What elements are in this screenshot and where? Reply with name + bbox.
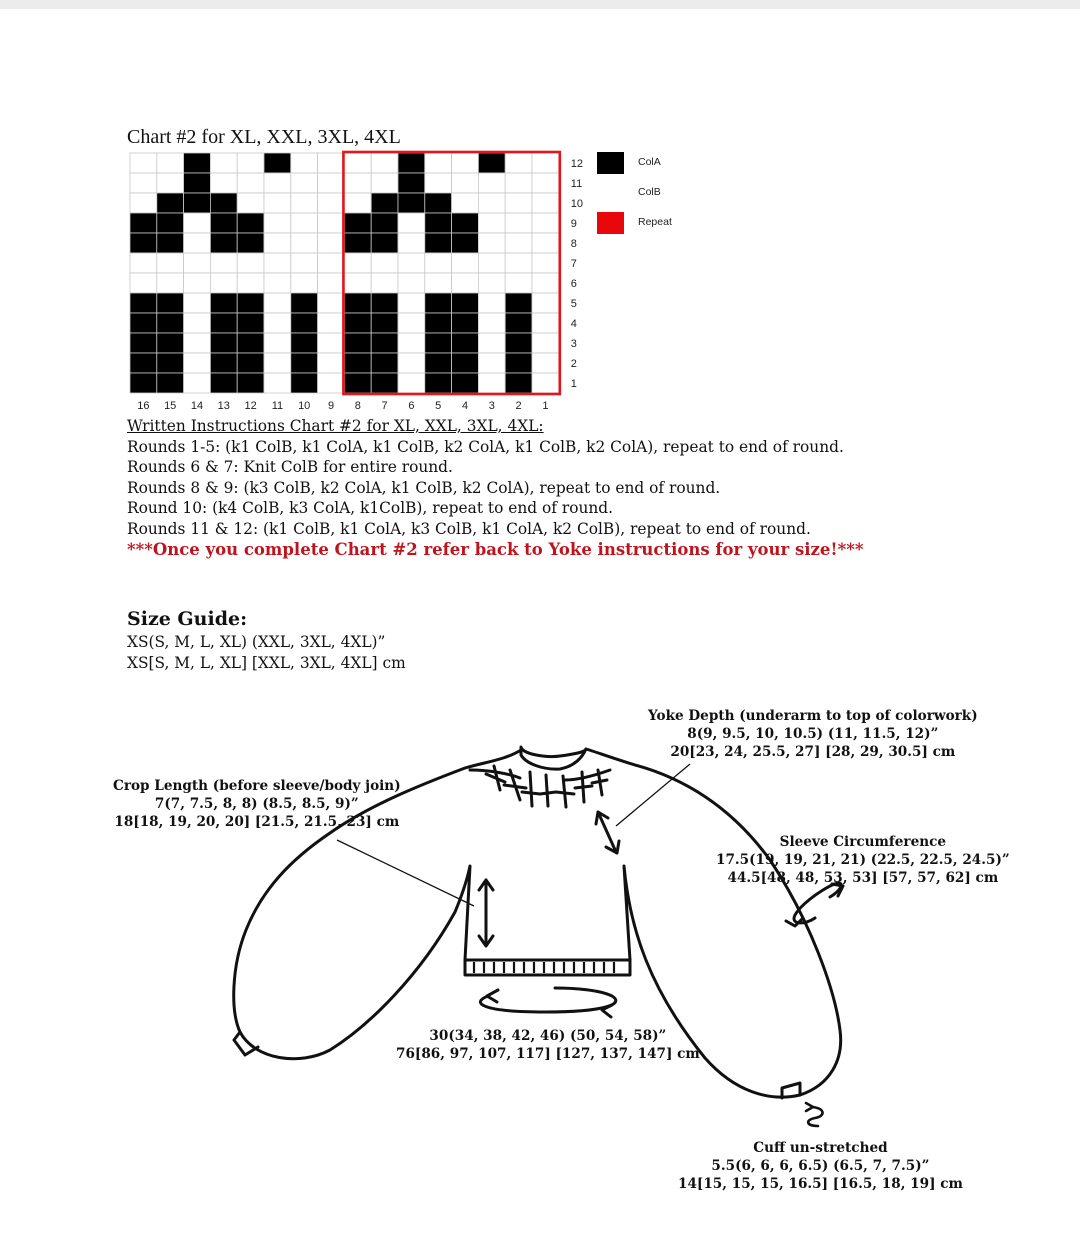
chart-cell-cola: [157, 333, 184, 353]
chart-cell-colb: [264, 213, 291, 233]
chart-cell-cola: [264, 153, 291, 173]
chart-cell-cola: [452, 353, 479, 373]
chart-cell-cola: [210, 213, 237, 233]
chart-cell-colb: [264, 373, 291, 393]
legend-item-repeat: [597, 212, 717, 234]
instruction-line: Rounds 11 & 12: (k1 ColB, k1 ColA, k3 ColB, k1 ColA, k2 ColB), repeat to end of round.: [127, 519, 811, 538]
chart-cell-cola: [130, 213, 157, 233]
chart-cell-colb: [318, 173, 345, 193]
chart-row-number: 6: [570, 278, 577, 290]
chart-cell-cola: [425, 233, 452, 253]
chart-col-number: 3: [488, 400, 495, 412]
chart-cell-cola: [505, 333, 532, 353]
chart-col-number: 13: [217, 400, 230, 412]
chart-cell-colb: [344, 193, 371, 213]
crop-length-cm: 18[18, 19, 20, 20] [21.5, 21.5, 23] cm: [114, 814, 400, 830]
chart-col-number: 11: [271, 400, 284, 412]
chart-cell-colb: [318, 333, 345, 353]
instruction-line: Round 10: (k4 ColB, k3 ColA, k1ColB), repeat to end of round.: [127, 499, 614, 517]
chart-cell-colb: [425, 153, 452, 173]
chart-col-number: 10: [298, 400, 311, 412]
chart-cell-cola: [291, 333, 318, 353]
cuff-label: [678, 1139, 963, 1193]
legend-swatch-repeat: [597, 212, 624, 234]
body-circumference-inches: 30(34, 38, 42, 46) (50, 54, 58)”: [429, 1028, 667, 1044]
chart-cell-colb: [291, 233, 318, 253]
chart-cell-colb: [264, 353, 291, 373]
chart-cell-cola: [157, 353, 184, 373]
chart-row-number: 4: [570, 318, 577, 330]
chart-row-number: 9: [570, 218, 577, 230]
chart-cell-colb: [398, 333, 425, 353]
chart-row-number: 8: [570, 238, 577, 250]
legend-item-cola: [597, 152, 717, 174]
chart-cell-cola: [371, 213, 398, 233]
chart-cell-colb: [452, 273, 479, 293]
chart-cell-colb: [532, 253, 559, 273]
chart-cell-cola: [505, 373, 532, 393]
chart-cell-cola: [210, 313, 237, 333]
chart-cell-colb: [532, 193, 559, 213]
chart-cell-cola: [344, 313, 371, 333]
chart-cell-colb: [478, 353, 505, 373]
chart-cell-colb: [478, 233, 505, 253]
chart-cell-colb: [237, 193, 264, 213]
chart-cell-cola: [371, 373, 398, 393]
crop-length-label: [113, 777, 401, 831]
chart-cell-colb: [478, 333, 505, 353]
chart-cell-colb: [478, 213, 505, 233]
chart-cell-colb: [184, 213, 211, 233]
chart-cell-colb: [130, 193, 157, 213]
chart-cell-colb: [291, 253, 318, 273]
chart-cell-colb: [184, 353, 211, 373]
chart-cell-cola: [505, 353, 532, 373]
chart-cell-cola: [452, 213, 479, 233]
chart-cell-cola: [130, 313, 157, 333]
chart-col-number: 6: [408, 400, 415, 412]
body-circumference-cm: 76[86, 97, 107, 117] [127, 137, 147] cm: [396, 1046, 700, 1062]
chart-cell-cola: [452, 313, 479, 333]
chart-cell-colb: [264, 233, 291, 253]
chart-cell-colb: [157, 273, 184, 293]
chart-cell-colb: [318, 193, 345, 213]
chart-cell-colb: [130, 153, 157, 173]
chart-col-number: 12: [244, 400, 257, 412]
crop-length-arrow: [479, 880, 493, 946]
chart-cell-colb: [264, 193, 291, 213]
sleeve-circumference-title: Sleeve Circumference: [779, 834, 947, 850]
chart-cell-colb: [505, 233, 532, 253]
chart-cell-cola: [344, 213, 371, 233]
chart-cell-colb: [130, 173, 157, 193]
colorwork-chart: [130, 153, 584, 415]
chart-cell-cola: [130, 353, 157, 373]
chart-cell-cola: [210, 353, 237, 373]
sleeve-circumference-cm: 44.5[48, 48, 53, 53] [57, 57, 62] cm: [727, 870, 999, 886]
chart-cell-cola: [130, 293, 157, 313]
chart-cell-colb: [318, 233, 345, 253]
chart-cell-colb: [210, 253, 237, 273]
yoke-colorwork: [470, 766, 610, 807]
chart-cell-colb: [425, 173, 452, 193]
chart-cell-colb: [371, 173, 398, 193]
sleeve-circumference-label: [716, 833, 1010, 887]
chart-cell-cola: [452, 373, 479, 393]
chart-cell-colb: [532, 313, 559, 333]
sleeve-circumference-inches: 17.5(19, 19, 21, 21) (22.5, 22.5, 24.5)”: [716, 852, 1010, 868]
legend-swatch-cola: [597, 152, 624, 174]
chart-cell-colb: [344, 153, 371, 173]
chart-cell-colb: [532, 373, 559, 393]
chart-cell-cola: [371, 353, 398, 373]
top-bar: [0, 0, 1080, 9]
chart-cell-colb: [371, 253, 398, 273]
chart-cell-colb: [532, 333, 559, 353]
legend-label: Repeat: [638, 216, 672, 228]
chart-cell-cola: [184, 193, 211, 213]
chart-cell-colb: [371, 153, 398, 173]
chart-cell-cola: [425, 293, 452, 313]
legend-label: ColB: [638, 186, 661, 198]
chart-cell-colb: [398, 253, 425, 273]
chart-cell-cola: [425, 353, 452, 373]
body-circumference-arrow: [480, 988, 615, 1017]
body-circumference-label: [396, 1027, 700, 1063]
chart-cell-colb: [532, 153, 559, 173]
crop-length-title: Crop Length (before sleeve/body join): [113, 778, 401, 794]
chart-cell-cola: [505, 313, 532, 333]
chart-row-number: 2: [570, 358, 577, 370]
size-guide-inches: XS(S, M, L, XL) (XXL, 3XL, 4XL)”: [127, 633, 386, 651]
chart-cell-colb: [452, 193, 479, 213]
chart-cell-cola: [210, 193, 237, 213]
chart-cell-colb: [532, 353, 559, 373]
chart-cell-colb: [264, 253, 291, 273]
chart-cell-colb: [478, 173, 505, 193]
chart-cell-colb: [318, 353, 345, 373]
chart-cell-colb: [478, 273, 505, 293]
yoke-depth-arrow: [596, 812, 619, 853]
chart-cell-colb: [318, 153, 345, 173]
chart-cell-colb: [264, 293, 291, 313]
chart-cell-cola: [157, 193, 184, 213]
chart-cell-colb: [478, 193, 505, 213]
chart-cell-cola: [478, 153, 505, 173]
chart-cell-colb: [532, 173, 559, 193]
chart-cell-colb: [318, 213, 345, 233]
size-guide-cm: XS[S, M, L, XL] [XXL, 3XL, 4XL] cm: [127, 654, 406, 672]
chart-cell-cola: [371, 193, 398, 213]
chart-cell-colb: [291, 273, 318, 293]
chart-cell-colb: [237, 153, 264, 173]
chart-col-number: 16: [137, 400, 150, 412]
written-instructions: [127, 416, 844, 539]
chart-col-number: 7: [381, 400, 388, 412]
chart-cell-colb: [237, 273, 264, 293]
chart-cell-colb: [505, 153, 532, 173]
chart-cell-cola: [157, 293, 184, 313]
chart-cell-cola: [237, 333, 264, 353]
chart-cell-colb: [478, 313, 505, 333]
instruction-line: Rounds 8 & 9: (k3 ColB, k2 ColA, k1 ColB, k2 ColA), repeat to end of round.: [127, 478, 721, 497]
chart-cell-colb: [291, 193, 318, 213]
chart-cell-cola: [344, 293, 371, 313]
chart-cell-colb: [344, 253, 371, 273]
chart-cell-cola: [291, 353, 318, 373]
chart-cell-cola: [210, 373, 237, 393]
chart-cell-cola: [371, 313, 398, 333]
chart-cell-cola: [398, 153, 425, 173]
chart-cell-cola: [371, 293, 398, 313]
chart-cell-colb: [264, 273, 291, 293]
chart-cell-colb: [478, 293, 505, 313]
chart-cell-colb: [184, 273, 211, 293]
chart-cell-cola: [425, 193, 452, 213]
chart-warning: ***Once you complete Chart #2 refer back to Yoke instructions for your size!***: [127, 540, 864, 559]
chart-cell-cola: [425, 313, 452, 333]
chart-cell-cola: [505, 293, 532, 313]
chart-col-number: 1: [542, 400, 549, 412]
chart-cell-cola: [371, 333, 398, 353]
chart-cell-colb: [398, 313, 425, 333]
chart-row-number: 5: [570, 298, 577, 310]
chart-cell-colb: [130, 253, 157, 273]
chart-cell-colb: [157, 173, 184, 193]
chart-cell-colb: [505, 273, 532, 293]
chart-cell-colb: [505, 213, 532, 233]
left-cuff: [234, 1032, 258, 1055]
chart-cell-colb: [371, 273, 398, 293]
chart-col-number: 4: [461, 400, 469, 412]
chart-cell-colb: [210, 153, 237, 173]
chart-cell-colb: [264, 333, 291, 353]
chart-cell-colb: [398, 353, 425, 373]
chart-cell-colb: [398, 273, 425, 293]
chart-cell-cola: [291, 293, 318, 313]
chart-cell-colb: [398, 233, 425, 253]
chart-cell-colb: [184, 233, 211, 253]
chart-cell-cola: [425, 213, 452, 233]
chart-cell-cola: [184, 173, 211, 193]
crop-leader-line: [337, 840, 474, 906]
chart-cell-cola: [157, 233, 184, 253]
chart-cell-cola: [452, 293, 479, 313]
chart-cell-cola: [398, 193, 425, 213]
chart-cell-cola: [452, 233, 479, 253]
chart-row-number: 11: [570, 178, 583, 190]
chart-cell-colb: [532, 233, 559, 253]
chart-cell-colb: [264, 313, 291, 333]
instruction-line: Rounds 1-5: (k1 ColB, k1 ColA, k1 ColB, k2 ColA, k1 ColB, k2 ColA), repeat to end of round.: [127, 437, 844, 456]
chart-cell-colb: [157, 153, 184, 173]
chart-cell-cola: [344, 353, 371, 373]
size-guide-title: Size Guide:: [127, 608, 248, 630]
chart-cell-cola: [237, 373, 264, 393]
chart-cell-colb: [452, 173, 479, 193]
chart-cell-cola: [157, 213, 184, 233]
chart-cell-cola: [210, 233, 237, 253]
chart-cell-cola: [344, 233, 371, 253]
chart-cell-cola: [452, 333, 479, 353]
chart-cell-cola: [130, 373, 157, 393]
chart-cell-colb: [452, 153, 479, 173]
chart-cell-colb: [291, 213, 318, 233]
chart-cell-colb: [184, 253, 211, 273]
chart-cell-colb: [318, 253, 345, 273]
chart-cell-colb: [344, 173, 371, 193]
yoke-depth-label: [648, 707, 978, 761]
chart-cell-colb: [210, 173, 237, 193]
sweater-neck: [521, 747, 586, 769]
yoke-depth-cm: 20[23, 24, 25.5, 27] [28, 29, 30.5] cm: [670, 744, 956, 760]
chart-cell-colb: [291, 173, 318, 193]
chart-cell-cola: [291, 313, 318, 333]
chart-cell-colb: [478, 253, 505, 273]
chart-cell-colb: [264, 173, 291, 193]
chart-cell-colb: [184, 373, 211, 393]
chart-cell-colb: [318, 293, 345, 313]
chart-cell-cola: [210, 333, 237, 353]
chart-cell-cola: [398, 173, 425, 193]
chart-cell-colb: [398, 213, 425, 233]
yoke-depth-inches: 8(9, 9.5, 10, 10.5) (11, 11.5, 12)”: [687, 726, 939, 742]
chart-cell-colb: [532, 293, 559, 313]
chart-cell-colb: [425, 253, 452, 273]
chart-cell-cola: [157, 373, 184, 393]
crop-length-inches: 7(7, 7.5, 8, 8) (8.5, 8.5, 9)”: [154, 796, 359, 812]
chart-cell-colb: [318, 273, 345, 293]
cuff-cm: 14[15, 15, 15, 16.5] [16.5, 18, 19] cm: [678, 1176, 963, 1192]
chart-cell-colb: [184, 293, 211, 313]
chart-cell-cola: [344, 333, 371, 353]
chart-cell-colb: [318, 313, 345, 333]
chart-cell-cola: [157, 313, 184, 333]
chart-cell-colb: [237, 173, 264, 193]
chart-cell-cola: [237, 313, 264, 333]
chart-cell-colb: [398, 373, 425, 393]
chart-cell-colb: [505, 173, 532, 193]
yoke-depth-title: Yoke Depth (underarm to top of colorwork): [648, 708, 978, 724]
chart-cell-colb: [130, 273, 157, 293]
chart-cell-cola: [130, 333, 157, 353]
chart-cell-cola: [210, 293, 237, 313]
chart-cell-colb: [291, 153, 318, 173]
sleeve-circumference-arrow: [786, 883, 843, 926]
chart-row-number: 3: [570, 338, 577, 350]
yoke-leader-line: [616, 764, 690, 826]
chart-cell-colb: [398, 293, 425, 313]
chart-col-number: 5: [435, 400, 442, 412]
chart-row-number: 10: [570, 198, 584, 210]
chart-cell-cola: [425, 333, 452, 353]
chart-cell-cola: [237, 213, 264, 233]
chart-cell-colb: [425, 273, 452, 293]
legend-swatch-colb: [597, 182, 624, 204]
chart-row-number: 1: [570, 378, 577, 390]
cuff-title: Cuff un-stretched: [753, 1140, 888, 1156]
legend-label: ColA: [638, 156, 661, 168]
chart-row-number: 7: [570, 258, 577, 270]
chart-cell-colb: [532, 273, 559, 293]
cuff-arrow: [806, 1103, 823, 1126]
chart-cell-cola: [237, 353, 264, 373]
chart-cell-colb: [157, 253, 184, 273]
chart-cell-cola: [237, 293, 264, 313]
chart-cell-cola: [237, 233, 264, 253]
chart-cell-colb: [237, 253, 264, 273]
chart-cell-cola: [425, 373, 452, 393]
chart-cell-cola: [130, 233, 157, 253]
chart-col-number: 9: [327, 400, 335, 412]
chart-cell-cola: [371, 233, 398, 253]
chart-cell-cola: [291, 373, 318, 393]
chart-cell-colb: [318, 373, 345, 393]
chart-cell-cola: [344, 373, 371, 393]
chart-col-number: 8: [354, 400, 361, 412]
chart-cell-colb: [344, 273, 371, 293]
chart-col-number: 15: [164, 400, 177, 412]
chart-cell-colb: [505, 193, 532, 213]
chart-col-number: 2: [515, 400, 522, 412]
instruction-line: Rounds 6 & 7: Knit ColB for entire round.: [127, 458, 453, 476]
chart-cell-colb: [184, 333, 211, 353]
chart-col-number: 14: [190, 400, 204, 412]
chart-cell-colb: [478, 373, 505, 393]
chart-cell-colb: [184, 313, 211, 333]
cuff-inches: 5.5(6, 6, 6, 6.5) (6.5, 7, 7.5)”: [711, 1158, 930, 1174]
instructions-heading: Written Instructions Chart #2 for XL, XXL, 3XL, 4XL:: [127, 417, 544, 435]
chart-cell-colb: [452, 253, 479, 273]
chart-cell-colb: [505, 253, 532, 273]
chart-title: Chart #2 for XL, XXL, 3XL, 4XL: [127, 126, 401, 148]
legend-item-colb: [597, 182, 717, 204]
chart-row-number: 12: [570, 158, 584, 170]
chart-cell-colb: [210, 273, 237, 293]
chart-cell-cola: [184, 153, 211, 173]
chart-cell-colb: [532, 213, 559, 233]
